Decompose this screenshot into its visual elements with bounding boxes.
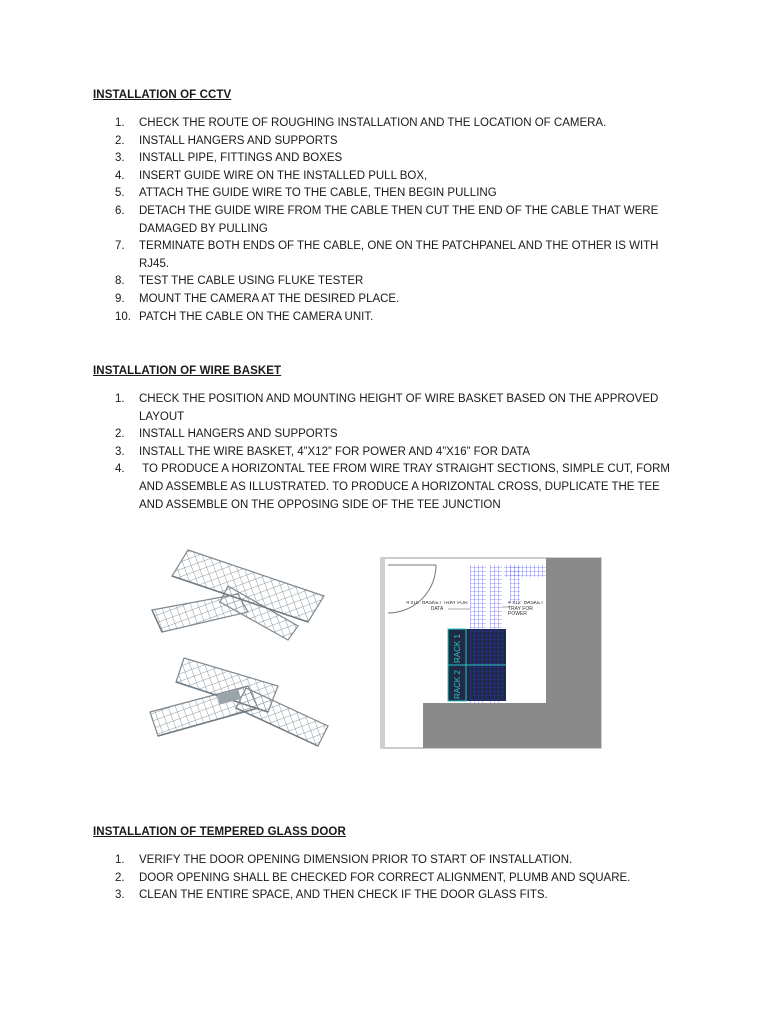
list-item: 5. ATTACH THE GUIDE WIRE TO THE CABLE, THEN BEGIN PULLING bbox=[115, 187, 497, 200]
list-item: 3. INSTALL PIPE, FITTINGS AND BOXES bbox=[115, 152, 343, 165]
list-item: 4. TO PRODUCE A HORIZONTAL TEE FROM WIRE TRAY STRAIGHT SECTIONS, SIMPLE CUT, FORM AND ASSEMBLE AS ILLUSTRATED. TO PRODUCE A HORIZONTAL CROSS, DUPLICATE THE TEE AND ASSEMBLE ON THE OPPOSING SIDE OF THE TEE JUNCTION bbox=[115, 463, 673, 511]
list-item: 1. CHECK THE POSITION AND MOUNTING HEIGHT OF WIRE BASKET BASED ON THE APPROVED LAYOUT bbox=[115, 393, 659, 423]
section-heading-cctv: INSTALLATION OF CCTV bbox=[93, 89, 232, 101]
list-item: 9. MOUNT THE CAMERA AT THE DESIRED PLACE. bbox=[115, 292, 400, 305]
list-item: 2. DOOR OPENING SHALL BE CHECKED FOR CORRECT ALIGNMENT, PLUMB AND SQUARE. bbox=[115, 871, 631, 884]
list-item: 1. CHECK THE ROUTE OF ROUGHING INSTALLATION AND THE LOCATION OF CAMERA. bbox=[115, 117, 607, 129]
list-item: 2. INSTALL HANGERS AND SUPPORTS bbox=[115, 428, 338, 441]
list-item: 3. CLEAN THE ENTIRE SPACE, AND THEN CHECK IF THE DOOR GLASS FITS. bbox=[115, 889, 548, 902]
wire-basket-steps-list bbox=[93, 391, 678, 514]
cctv-steps-list bbox=[93, 115, 678, 326]
section-heading-tempered-glass-door: INSTALLATION OF TEMPERED GLASS DOOR bbox=[93, 826, 346, 838]
section-heading-wire-basket: INSTALLATION OF WIRE BASKET bbox=[93, 365, 282, 377]
glass-door-steps-list bbox=[93, 852, 678, 905]
list-item: 4. INSERT GUIDE WIRE ON THE INSTALLED PULL BOX, bbox=[115, 169, 428, 182]
list-item: 7. TERMINATE BOTH ENDS OF THE CABLE, ONE ON THE PATCHPANEL AND THE OTHER IS WITH RJ45. bbox=[115, 240, 659, 270]
list-item: 6. DETACH THE GUIDE WIRE FROM THE CABLE THEN CUT THE END OF THE CABLE THAT WERE DAMAGED BY PULLING bbox=[115, 204, 659, 235]
list-item: 10. PATCH THE CABLE ON THE CAMERA UNIT. bbox=[115, 310, 374, 323]
server-room-floor-plan bbox=[378, 555, 604, 751]
data-tray-label: 4"x16" BASKET TRAY FOR DATA bbox=[406, 601, 468, 612]
rack-2-label: RACK 2 bbox=[453, 670, 462, 699]
list-item: 2. INSTALL HANGERS AND SUPPORTS bbox=[115, 134, 338, 147]
list-item: 8. TEST THE CABLE USING FLUKE TESTER bbox=[115, 275, 364, 288]
wire-basket-illustration bbox=[128, 536, 334, 764]
list-item: 1. VERIFY THE DOOR OPENING DIMENSION PRIOR TO START OF INSTALLATION. bbox=[115, 854, 573, 866]
rack-1-label: RACK 1 bbox=[453, 634, 462, 663]
list-item: 3. INSTALL THE WIRE BASKET, 4”X12” FOR POWER AND 4”X16” FOR DATA bbox=[115, 445, 531, 458]
power-tray-label: 4"x12" BASKET TRAY FOR POWER bbox=[508, 601, 544, 617]
